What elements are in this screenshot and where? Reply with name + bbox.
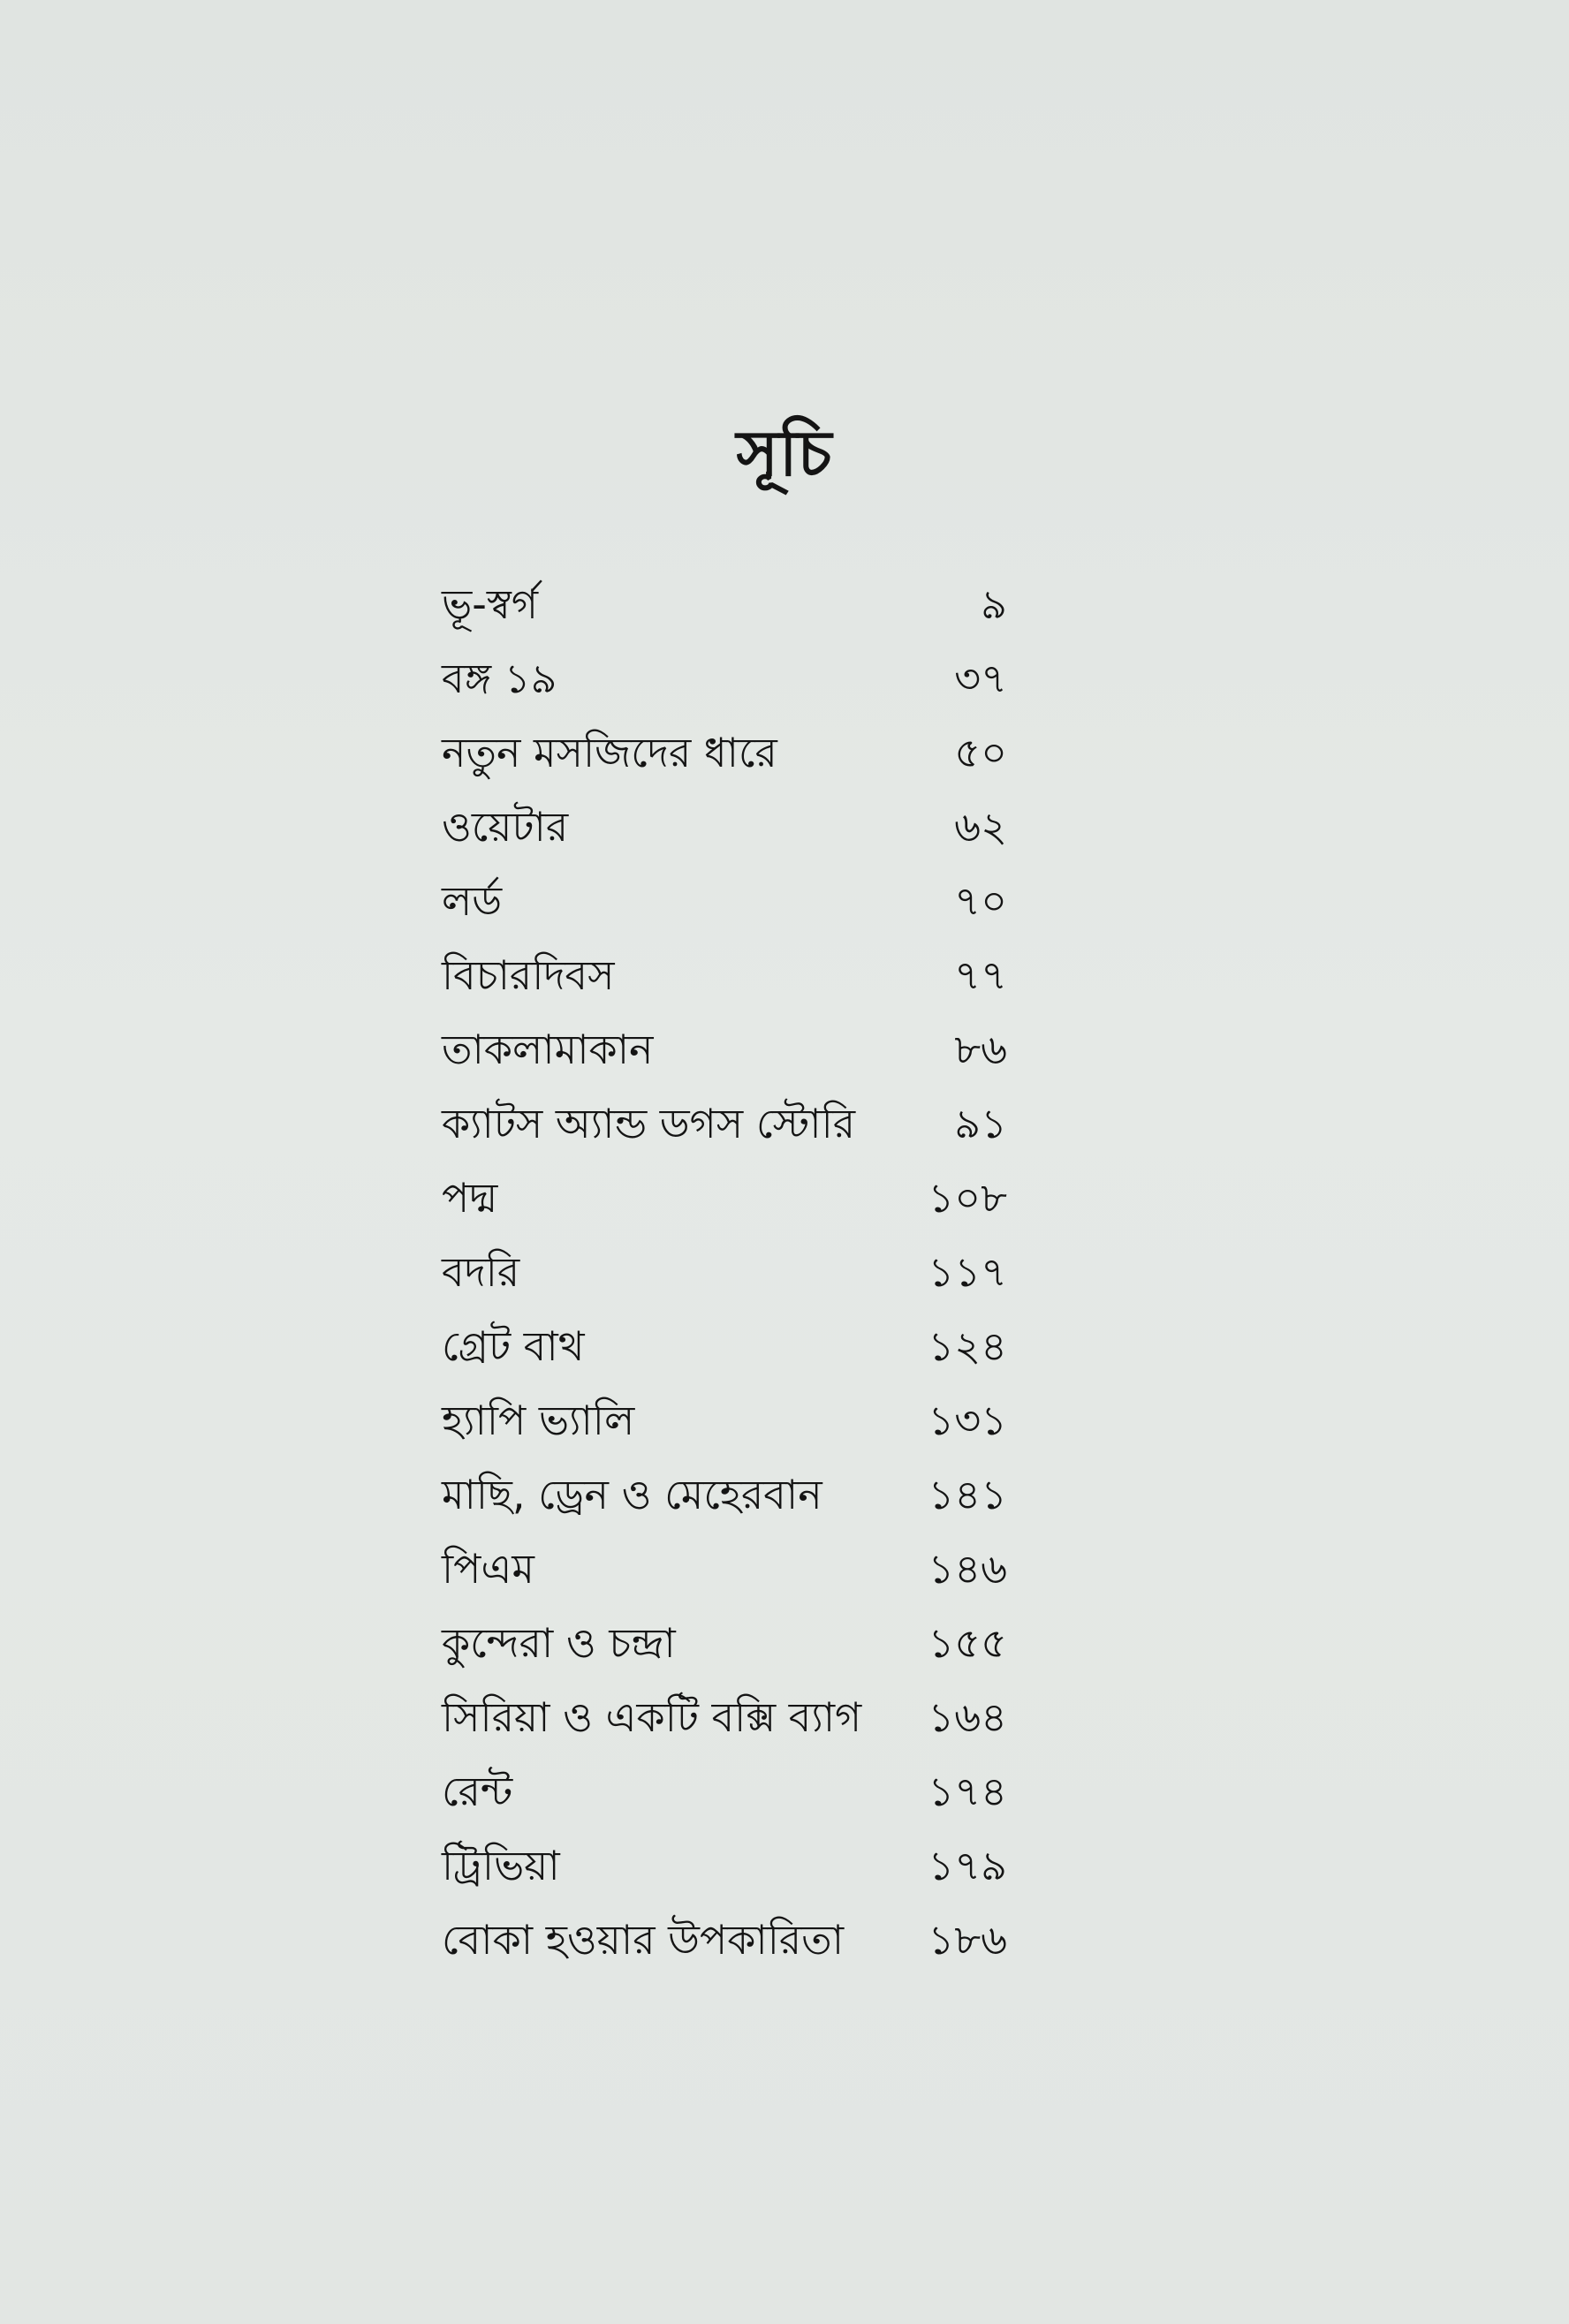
toc-entry-page: ১৪১ [928, 1471, 1007, 1518]
page-title: সূচি [736, 416, 833, 491]
toc-entry [442, 641, 1042, 715]
toc-entry [442, 1680, 1042, 1754]
toc-entry-page: ৯১ [954, 1100, 1007, 1147]
toc-entry-title: পদ্ম [442, 1174, 498, 1222]
toc-entry-title: বিচারদিবস [442, 951, 615, 999]
toc-entry-title: লর্ড [442, 877, 503, 925]
toc-entry-page: ৩৭ [954, 655, 1007, 702]
toc-entry-page: ৭০ [954, 877, 1007, 925]
toc-entry-page: ১৫৫ [928, 1619, 1007, 1667]
toc-entry-page: ১৪৬ [928, 1545, 1007, 1593]
toc-entry-page: ১৬৪ [928, 1693, 1007, 1741]
toc-entry-page: ১৭৯ [928, 1842, 1007, 1889]
toc-entry-title: বদরি [442, 1248, 520, 1296]
toc-entry [442, 1754, 1042, 1828]
toc-entry-page: ১৮৬ [928, 1916, 1007, 1964]
toc-entry-title: ওয়েটার [442, 803, 569, 851]
toc-entry [442, 567, 1042, 641]
toc-entry-page: ৫০ [954, 729, 1007, 776]
toc-entry-title: সিরিয়া ও একটি বক্সি ব্যাগ [442, 1693, 862, 1741]
toc-entry-page: ১৭৪ [928, 1768, 1007, 1815]
toc-entry-title: রেন্ট [442, 1768, 513, 1815]
toc-entry-page: ১০৮ [928, 1174, 1007, 1222]
toc-entry [442, 790, 1042, 864]
toc-entry [442, 1383, 1042, 1457]
toc-entry-page: ৯ [981, 580, 1007, 628]
toc-entry [442, 1012, 1042, 1086]
toc-entry [442, 938, 1042, 1012]
toc-entry-title: গ্রেট বাথ [442, 1322, 585, 1370]
toc-entry-title: কুন্দেরা ও চন্দ্রা [442, 1619, 676, 1667]
toc-entry-title: বোকা হওয়ার উপকারিতা [442, 1916, 845, 1964]
toc-entry [442, 1161, 1042, 1235]
toc-entry-page: ১২৪ [928, 1322, 1007, 1370]
toc-entry-title: তাকলামাকান [442, 1026, 654, 1073]
toc-entry-title: পিএম [442, 1545, 534, 1593]
toc-entry-page: ৮৬ [954, 1026, 1007, 1073]
toc-entry-title: ক্যাটস অ্যান্ড ডগস স্টোরি [442, 1100, 856, 1147]
toc-entry [442, 864, 1042, 938]
toc-entry [442, 715, 1042, 790]
toc-entry-page: ১১৭ [928, 1248, 1007, 1296]
toc-entry [442, 1309, 1042, 1383]
table-of-contents [442, 567, 1042, 1977]
toc-entry [442, 1235, 1042, 1309]
toc-entry [442, 1606, 1042, 1680]
toc-entry [442, 1457, 1042, 1532]
toc-entry [442, 1532, 1042, 1606]
toc-entry [442, 1903, 1042, 1977]
toc-entry [442, 1086, 1042, 1161]
toc-entry-title: ভূ-স্বর্গ [442, 580, 539, 628]
toc-entry-title: হ্যাপি ভ্যালি [442, 1397, 635, 1444]
toc-entry-page: ৬২ [954, 803, 1007, 851]
toc-entry-title: নতুন মসজিদের ধারে [442, 729, 777, 776]
toc-entry-page: ১৩১ [928, 1397, 1007, 1444]
toc-entry-page: ৭৭ [954, 951, 1007, 999]
toc-entry-title: বঙ্গ ১৯ [442, 655, 557, 702]
toc-entry-title: মাছি, ড্রেন ও মেহেরবান [442, 1471, 822, 1518]
toc-entry-title: ট্রিভিয়া [442, 1842, 560, 1889]
toc-entry [442, 1828, 1042, 1903]
